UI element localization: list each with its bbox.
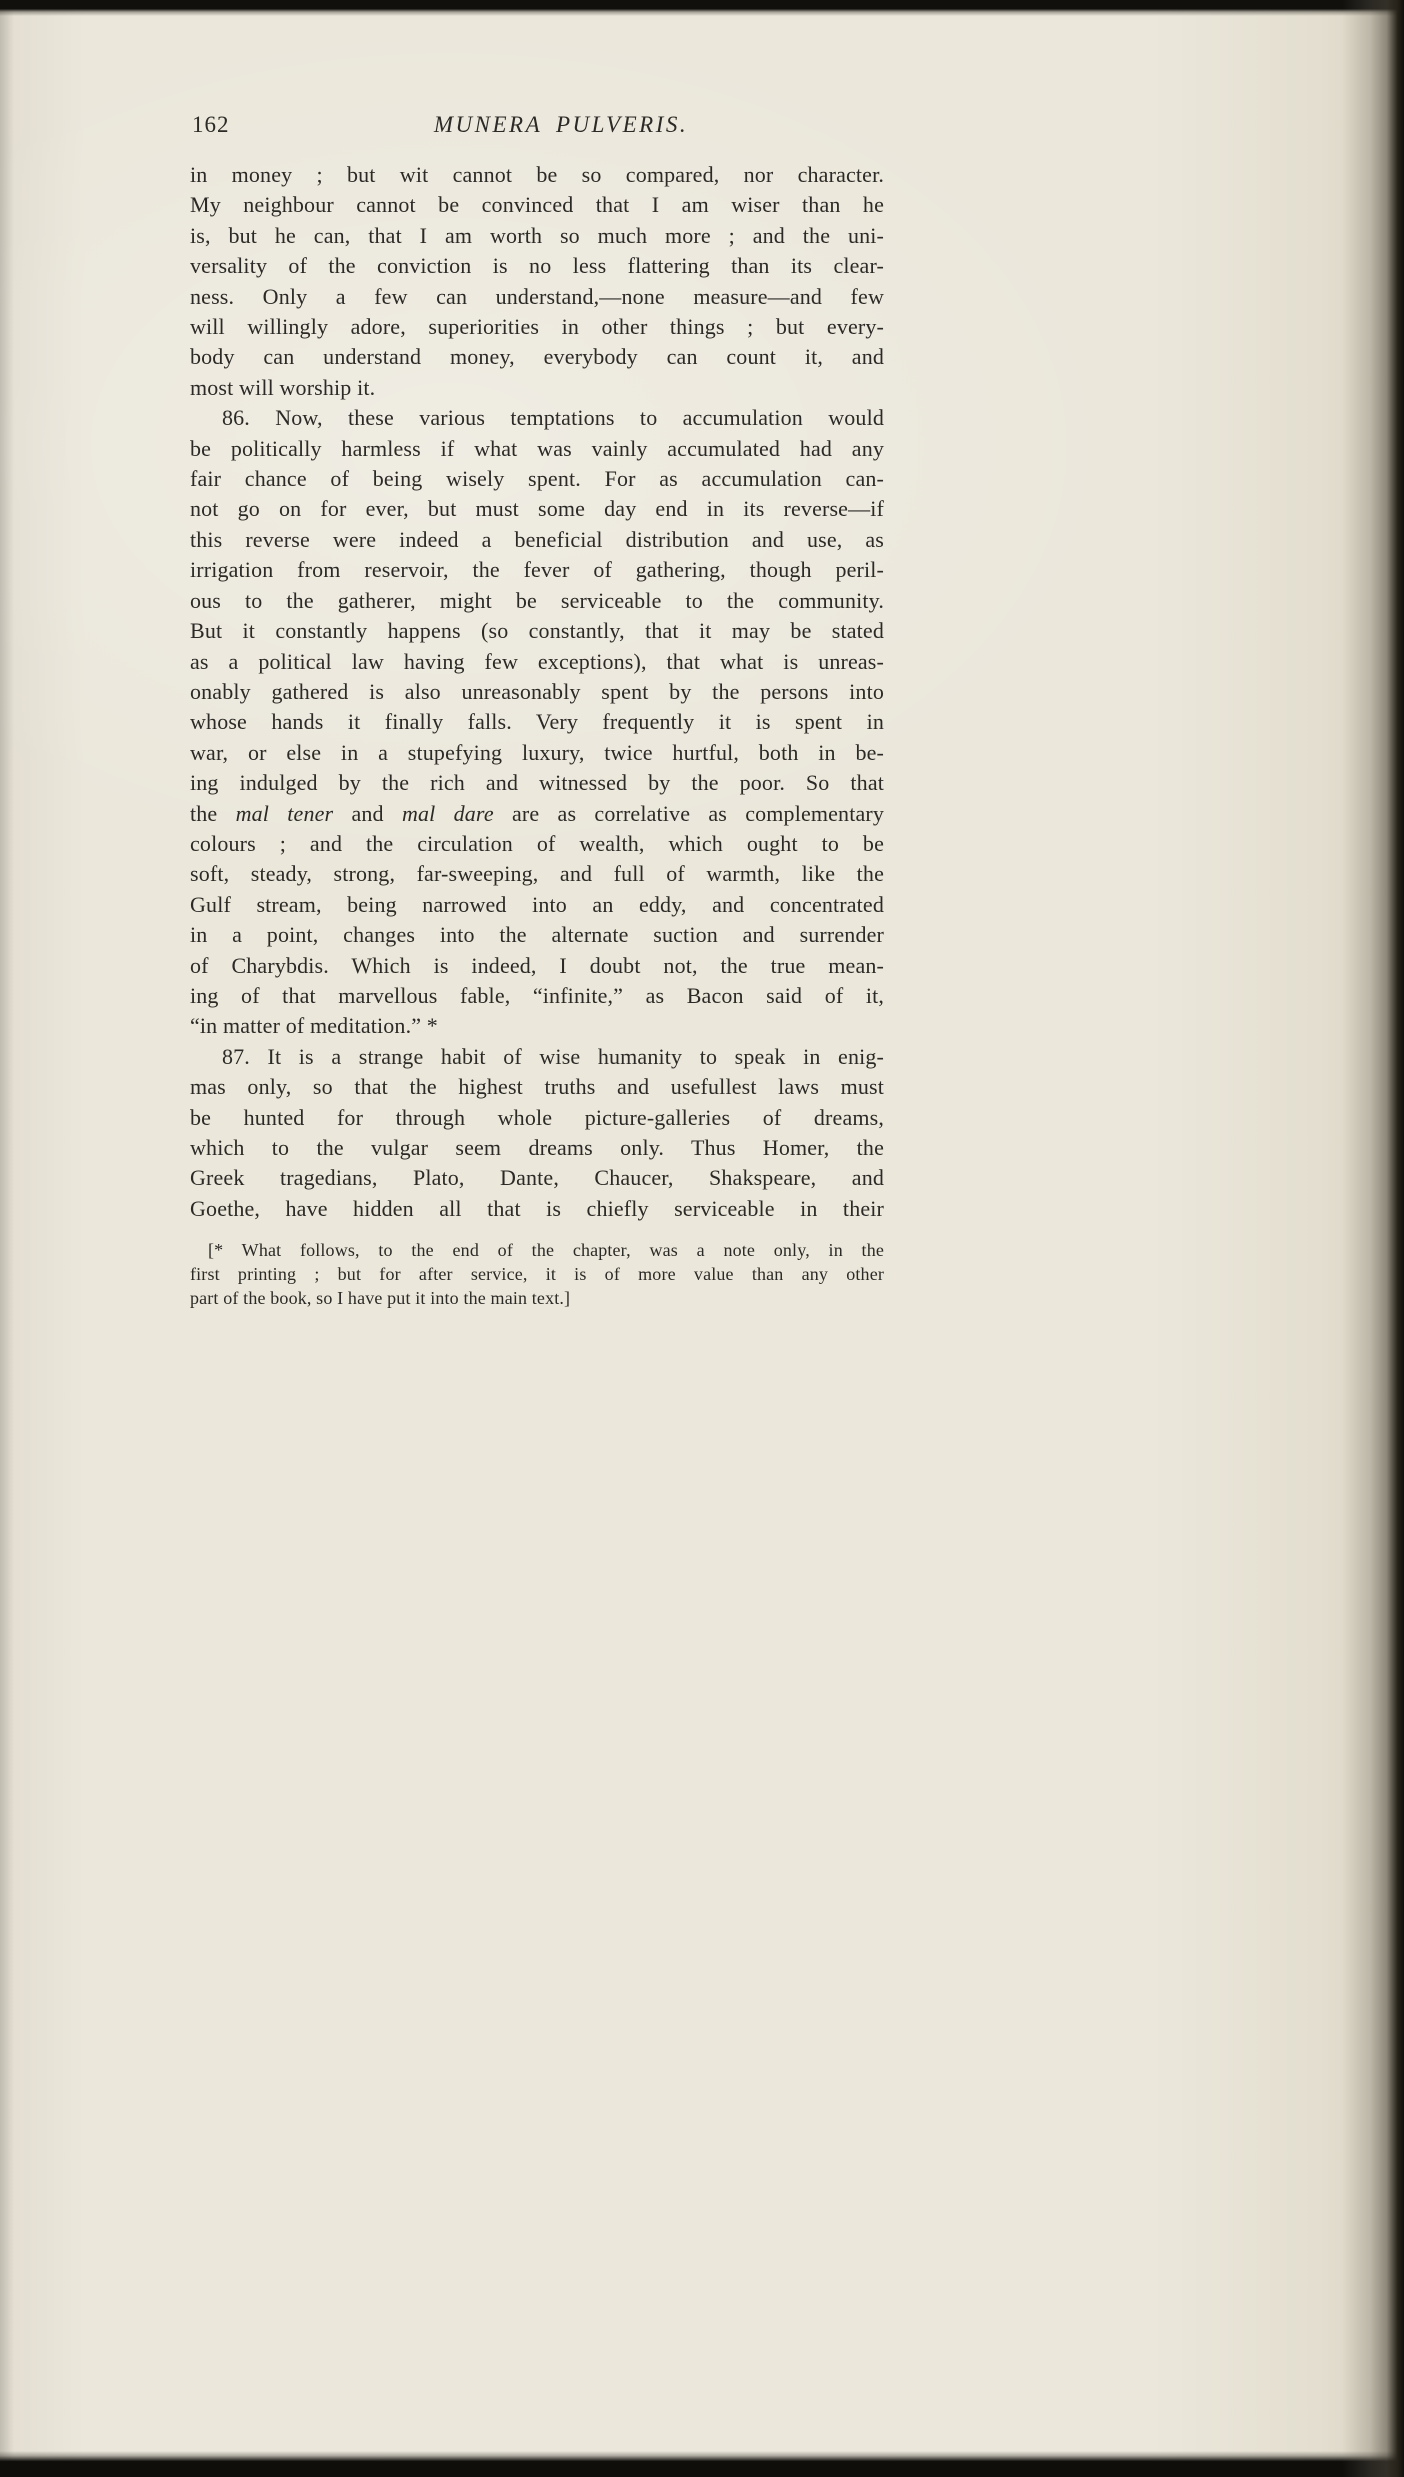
footnote	[190, 1238, 884, 1310]
text-line: in a point, changes into the alternate suction and surrender	[190, 922, 884, 948]
text-line: in money ; but wit cannot be so compared, nor character.	[190, 162, 884, 187]
text-line: be hunted for through whole picture-galleries of dreams,	[190, 1104, 884, 1130]
text-line: as a political law having few exceptions), that what is unreas-	[190, 648, 884, 674]
paragraph-86	[190, 403, 884, 1042]
text-line: the mal tener and mal dare are as correlative as complementary	[190, 800, 885, 826]
text-line: be politically harmless if what was vainly accumulated had any	[190, 435, 884, 461]
text-line: [* What follows, to the end of the chapter, was a note only, in the	[208, 1240, 884, 1261]
paragraph-continuation	[190, 160, 884, 403]
text-line: which to the vulgar seem dreams only. Thus Homer, the	[190, 1135, 884, 1160]
text-line: Greek tragedians, Plato, Dante, Chaucer, Shakspeare, and	[190, 1165, 884, 1191]
text-block	[190, 112, 884, 1310]
scan-edge-left	[0, 0, 14, 2477]
page-header	[190, 112, 884, 138]
text-line: will willingly adore, superiorities in other things ; but every-	[190, 314, 884, 340]
text-line: My neighbour cannot be convinced that I am wiser than he	[190, 192, 884, 218]
text-line: colours ; and the circulation of wealth, which ought to be	[190, 830, 884, 856]
text-line: “in matter of meditation.” *	[190, 1013, 438, 1039]
scan-edge-bottom	[0, 2451, 1404, 2477]
text-line: ing of that marvellous fable, “infinite,” as Bacon said of it,	[190, 982, 884, 1008]
text-line: mas only, so that the highest truths and usefullest laws must	[190, 1074, 884, 1100]
text-line: first printing ; but for after service, it is of more value than any other	[190, 1264, 884, 1285]
text-line: of Charybdis. Which is indeed, I doubt not, the true mean-	[190, 952, 884, 978]
text-line: ing indulged by the rich and witnessed by the poor. So that	[190, 770, 884, 796]
paragraph-87	[190, 1042, 884, 1224]
text-line: soft, steady, strong, far-sweeping, and full of warmth, like the	[190, 861, 884, 887]
page-body	[190, 160, 884, 1310]
text-line: war, or else in a stupefying luxury, twice hurtful, both in be-	[190, 739, 884, 765]
running-title: MUNERA PULVERIS.	[433, 112, 689, 137]
text-line: part of the book, so I have put it into the main text.]	[190, 1288, 571, 1309]
text-line: Goethe, have hidden all that is chiefly serviceable in their	[190, 1195, 884, 1221]
text-line: versality of the conviction is no less flattering than its clear-	[190, 253, 884, 279]
text-line: onably gathered is also unreasonably spent by the persons into	[190, 678, 884, 704]
scan-edge-right	[1342, 0, 1404, 2477]
scan-edge-top	[0, 0, 1404, 16]
text-line: ness. Only a few can understand,—none measure—and few	[190, 283, 884, 309]
text-line: most will worship it.	[190, 374, 376, 400]
text-line: fair chance of being wisely spent. For as accumulation can-	[190, 466, 884, 492]
text-line: irrigation from reservoir, the fever of gathering, though peril-	[190, 557, 884, 583]
text-line: ous to the gatherer, might be serviceable to the community.	[190, 587, 884, 613]
text-line: Gulf stream, being narrowed into an eddy, and concentrated	[190, 891, 884, 917]
text-line: not go on for ever, but must some day end in its reverse—if	[190, 496, 884, 522]
text-line: whose hands it finally falls. Very frequently it is spent in	[190, 709, 884, 735]
text-line: 86. Now, these various temptations to accumulation would	[222, 405, 884, 431]
text-line: 87. It is a strange habit of wise humanity to speak in enig-	[222, 1043, 884, 1069]
page-number: 162	[192, 112, 230, 137]
text-line: is, but he can, that I am worth so much more ; and the uni-	[190, 222, 884, 248]
text-line: body can understand money, everybody can count it, and	[190, 344, 884, 370]
text-line: But it constantly happens (so constantly, that it may be stated	[190, 618, 884, 644]
text-line: this reverse were indeed a beneficial distribution and use, as	[190, 526, 884, 552]
